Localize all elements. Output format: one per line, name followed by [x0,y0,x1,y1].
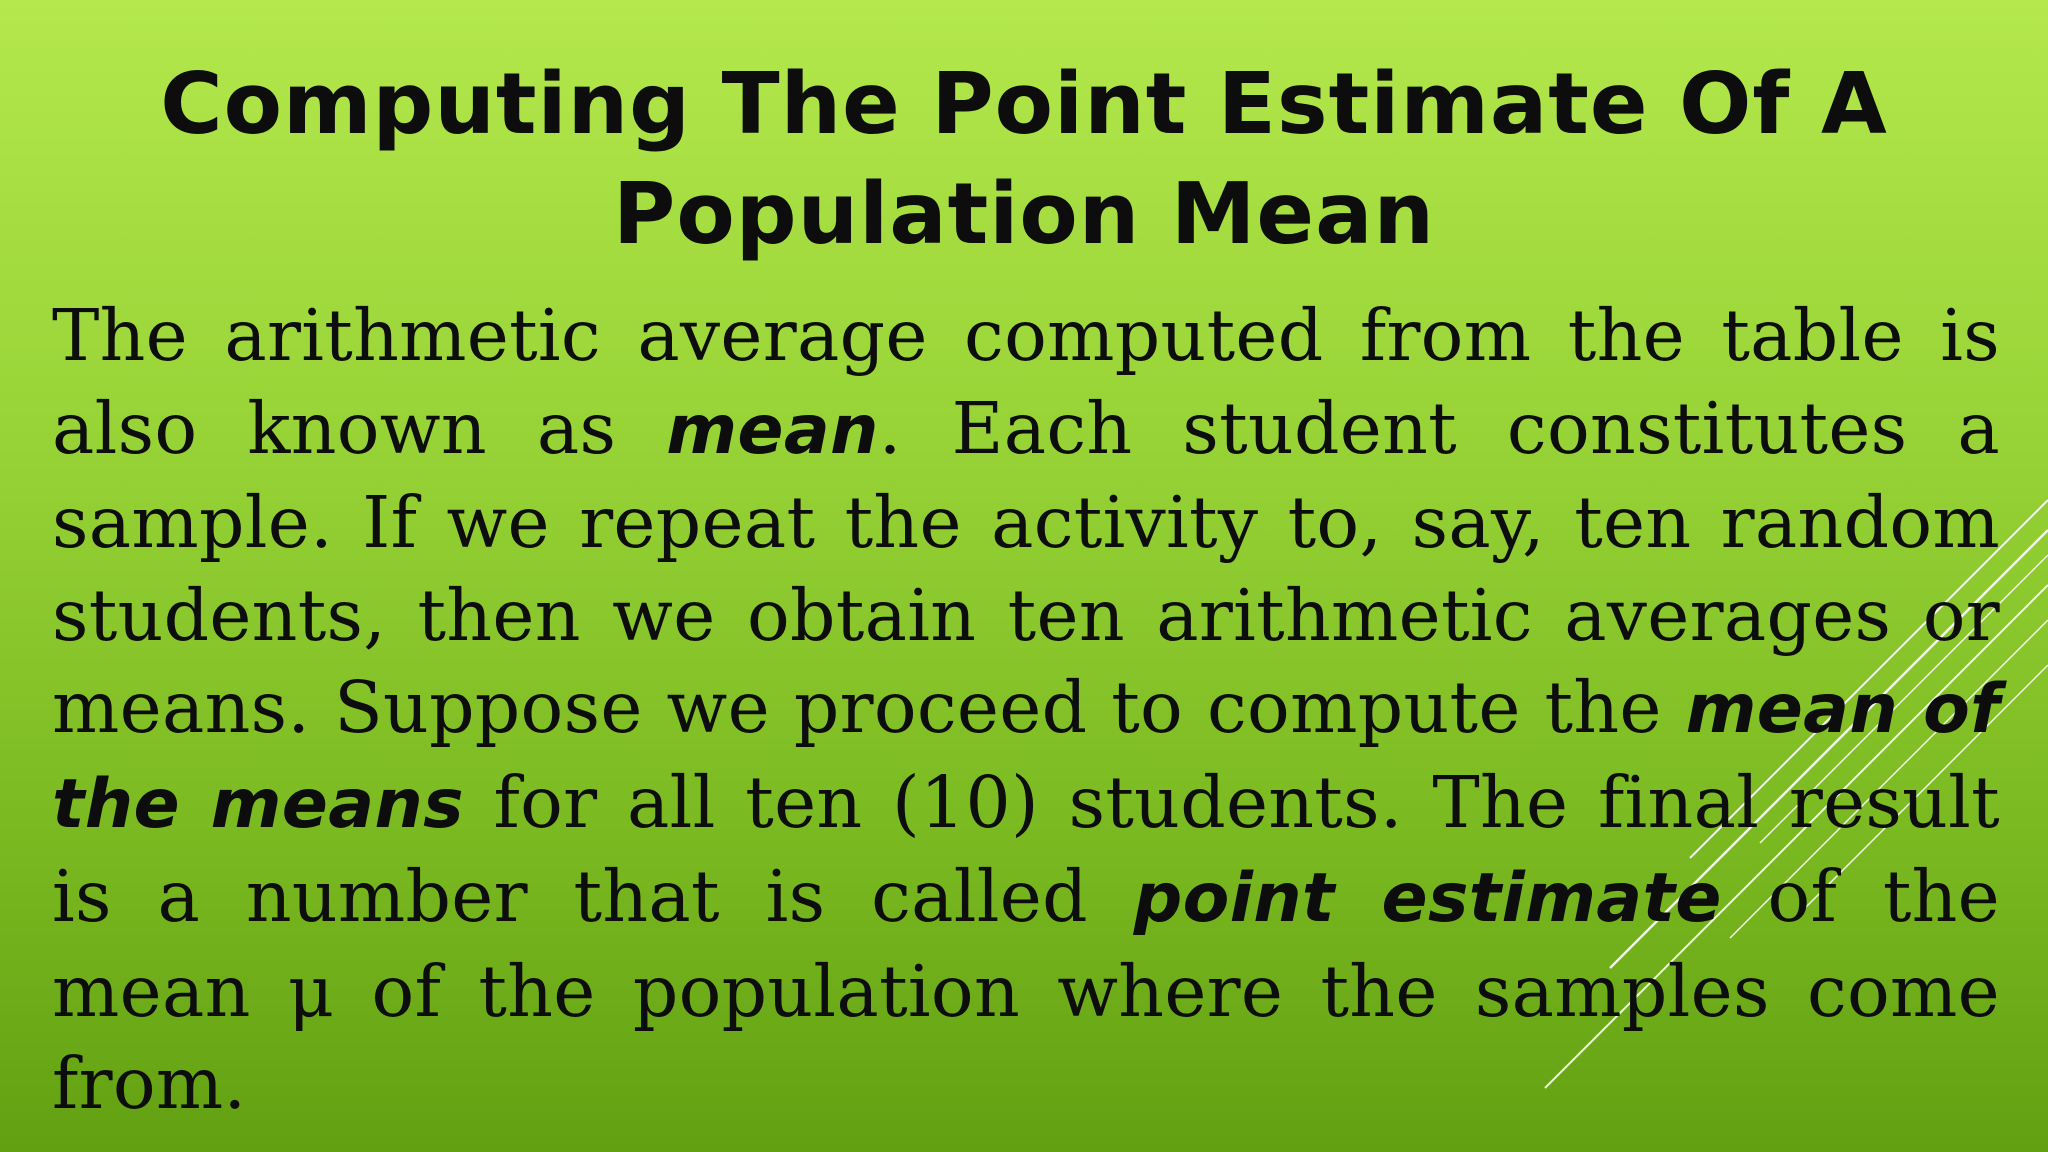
term-mean: mean [666,390,879,470]
paragraph-text: of the mean μ of the population where the samples come from. [52,855,2000,1125]
paragraph-text: The arithmetic average computed from the table is also known as [52,294,2000,470]
paragraph-text: . Each student constitutes a sample. If we repeat the activity to, say, ten random students, then we obtain ten arithmetic averages or means. Suppose we proceed to compute the [52,386,2000,749]
slide-title: Computing The Point Estimate Of A Population Mean [160,55,1888,264]
term-mean-of-the-means: mean of the means [52,670,2000,844]
paragraph-text: for all ten (10) students. The final result is a number that is called [52,760,2000,938]
slide-body-paragraph [52,290,2000,1131]
term-point-estimate: point estimate [1133,859,1722,938]
